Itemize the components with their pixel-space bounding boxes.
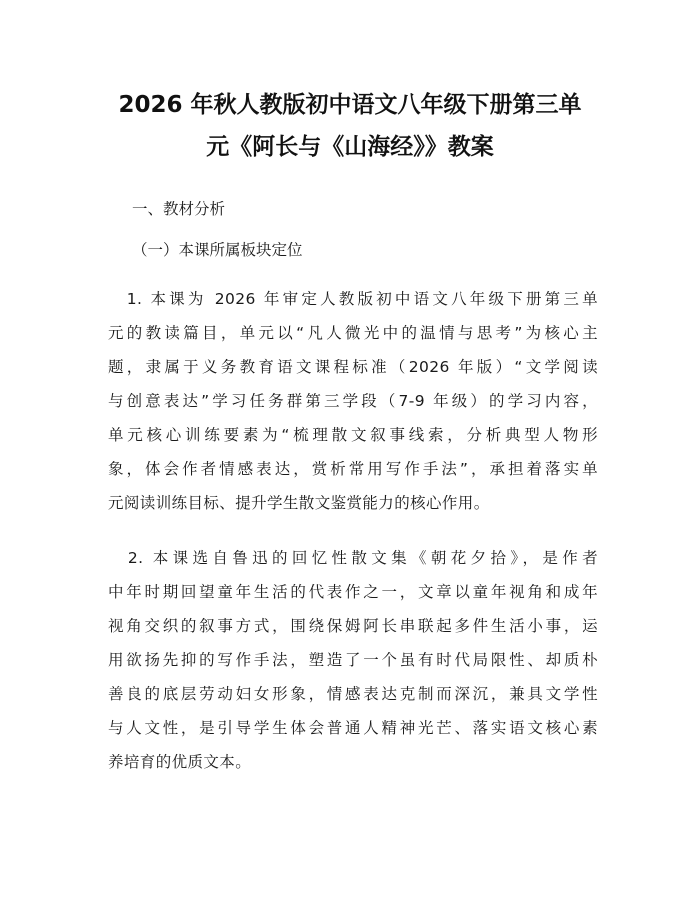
subsection-heading: （一）本课所属板块定位 bbox=[132, 241, 303, 259]
section-heading: 一、教材分析 bbox=[132, 200, 226, 218]
paragraph-line: 元的教读篇目，单元以“凡人微光中的温情与思考”为核心主 bbox=[108, 324, 598, 342]
paragraph-line: 视角交织的叙事方式，围绕保姆阿长串联起多件生活小事，运 bbox=[108, 617, 598, 635]
paragraph-line: 元阅读训练目标、提升学生散文鉴赏能力的核心作用。 bbox=[108, 494, 490, 512]
paragraph-line: 象，体会作者情感表达，赏析常用写作手法”，承担着落实单 bbox=[108, 460, 598, 478]
paragraph-line: 用欲扬先抑的写作手法，塑造了一个虽有时代局限性、却质朴 bbox=[108, 651, 598, 669]
paragraph-1 bbox=[108, 282, 598, 520]
paragraph-line: 2. 本课选自鲁迅的回忆性散文集《朝花夕拾》，是作者 bbox=[108, 549, 598, 567]
document-title-line-2: 元《阿长与《山海经》》教案 bbox=[206, 134, 494, 160]
paragraph-line: 单元核心训练要素为“梳理散文叙事线索，分析典型人物形 bbox=[108, 426, 598, 444]
paragraph-line: 与人文性，是引导学生体会普通人精神光芒、落实语文核心素 bbox=[108, 719, 598, 737]
paragraph-2 bbox=[108, 541, 598, 779]
document-title-line-1: 2026 年秋人教版初中语文八年级下册第三单 bbox=[118, 92, 582, 118]
paragraph-line: 题，隶属于义务教育语文课程标准（2026 年版）“文学阅读 bbox=[108, 358, 598, 376]
paragraph-line: 善良的底层劳动妇女形象，情感表达克制而深沉，兼具文学性 bbox=[108, 685, 598, 703]
paragraph-line: 中年时期回望童年生活的代表作之一，文章以童年视角和成年 bbox=[108, 583, 598, 601]
paragraph-line: 1. 本课为 2026 年审定人教版初中语文八年级下册第三单 bbox=[108, 290, 598, 308]
paragraph-line: 与创意表达”学习任务群第三学段（7-9 年级）的学习内容， bbox=[108, 392, 598, 410]
paragraph-line: 养培育的优质文本。 bbox=[108, 753, 252, 771]
